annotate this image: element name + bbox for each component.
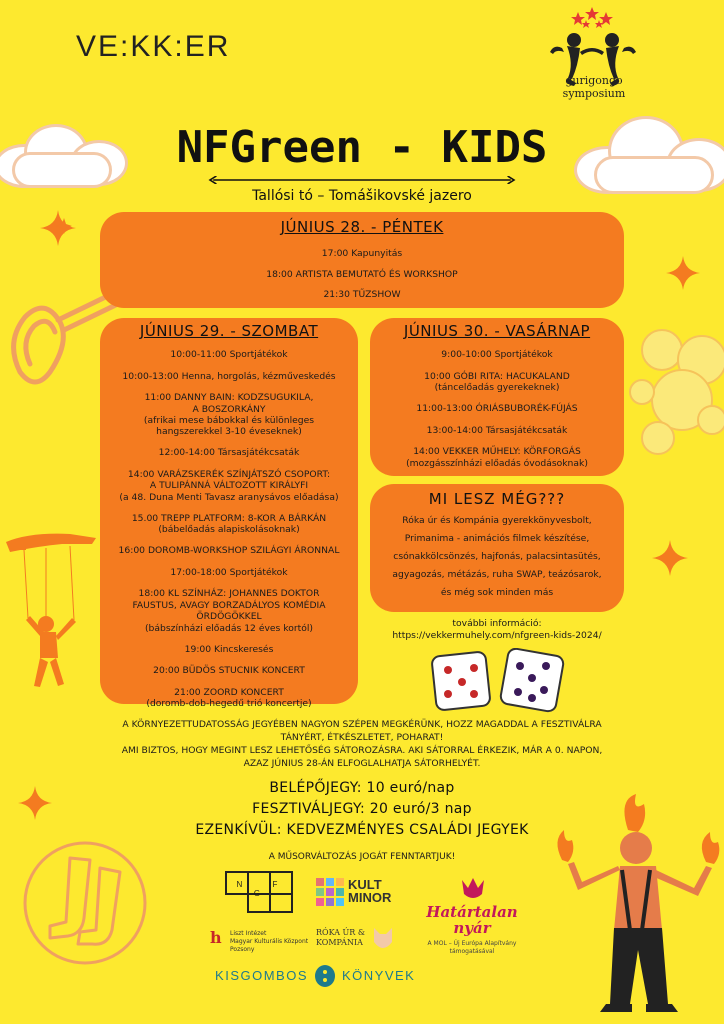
sparkle-icon [652,540,688,576]
info-url-link[interactable]: https://vekkermuhely.com/nfgreen-kids-2024/ [392,630,602,641]
friday-event: 17:00 Kapunyitás [321,248,403,259]
nfg-text: N F G [236,880,292,898]
event-title: A BOSZORKÁNY [192,403,266,415]
liszt-text [230,930,310,954]
event-note: (doromb-dob-hegedű trió koncertje) [146,698,312,709]
ticket-family: EZENKÍVÜL: KEDVEZMÉNYES CSALÁDI JEGYEK [195,822,529,838]
info-block [370,618,624,642]
event-title: 21:00 ZOORD KONCERT [174,686,284,698]
sunday-event [370,446,624,469]
event-note: (afrikai mese bábokkal és különleges [143,415,315,426]
bubbles-icon [622,320,724,460]
sunday-event: 11:00-13:00 ÓRIÁSBUBORÉK-FÚJÁS [416,403,578,414]
event-note: (bábelőadás alapiskolásoknak) [158,524,300,535]
friday-event: 18:00 ARTISTA BEMUTATÓ ÉS WORKSHOP [266,268,458,280]
sunday-box [370,318,624,476]
sunday-event [370,371,624,394]
friday-event: 21:30 TŰZSHOW [323,289,401,300]
event-note: (mozgásszínházi előadás óvodásoknak) [406,457,588,469]
event-note: (a 48. Duna Menti Tavasz aranysávos előadása) [119,491,339,503]
ticket-festival: FESZTIVÁLJEGY: 20 euró/3 nap [252,801,472,817]
more-line: Primanima - animációs filmek készítése, [404,533,590,544]
gurigongo-text: gurigongo symposium [562,74,626,100]
saturday-event [100,588,358,634]
nfg-logo [222,868,298,916]
sunday-heading: JÚNIUS 30. - VASÁRNAP [403,322,591,340]
event-note: (bábszínházi előadás 12 éves kortól) [144,622,314,634]
tulip-icon [458,874,488,902]
saturday-event: 16:00 DOROMB-WORKSHOP SZILÁGYI ÁRONNAL [118,545,340,556]
event-note: (táncelőadás gyerekeknek) [434,382,560,393]
kult-minor-grid-icon [316,878,344,906]
location-subtitle: Tallósi tó – Tomášikovské jazero [252,188,472,204]
event-title: ÖRDÖGÖKKEL [196,611,262,622]
more-line: csónakkölcsönzés, hajfonás, palacsintasütés, [393,551,601,562]
hatartalan-text: Határtalan nyár [426,903,518,937]
event-title: 10:00 GÓBI RITA: HACUKALAND [424,370,570,382]
saturday-heading: JÚNIUS 29. - SZOMBAT [139,322,319,340]
hatartalan-logo [424,874,520,966]
friday-box [100,212,624,308]
gurigongo-logo [534,4,654,104]
vekker-logo: VE:KK:ER [76,30,231,63]
kisgombos-right-text: KÖNYVEK [342,968,416,983]
saturday-event: 17:00-18:00 Sportjátékok [170,566,288,578]
saturday-event [100,469,358,503]
marionette-icon [0,512,100,692]
saturday-event [100,392,358,437]
notice-line: TÁNYÉRT, ÉTKÉSZLETET, POHARAT! [280,732,444,743]
notice-line: AZAZ JÚNIUS 28-ÁN ELFOGLALHATJA SÁTORHELYÉT. [243,758,481,769]
liszt-mark-icon: h [210,928,222,947]
liszt-title: Liszt Intézet [230,930,267,937]
more-heading: MI LESZ MÉG??? [428,490,566,508]
liszt-subtitle: Magyar Kulturális Központ Pozsony [230,938,309,953]
info-label: további információ: [452,618,542,629]
saturday-event: 10:00-13:00 Henna, horgolás, kézműveskedés [122,370,336,382]
saturday-event: 10:00-11:00 Sportjátékok [170,349,288,360]
saturday-event [100,513,358,536]
notice-line: A KÖRNYEZETTUDATOSSÁG JEGYÉBEN NAGYON SZÉPEN MEGKÉRÜNK, HOZZ MAGADDAL A FESZTIVÁLRA [122,719,602,730]
kisgombos-left-text: KISGOMBOS [215,968,308,983]
kult-minor-logo [316,876,408,910]
saturday-event: 20:00 BÜDÖS STUCNIK KONCERT [153,665,305,676]
roka-text: RÓKA ÚR & KOMPÁNIA [316,928,365,947]
liszt-logo [210,928,310,954]
event-note: hangszerekkel 3-10 éveseknek) [156,426,302,437]
saturday-box [100,318,358,709]
more-line: agyagozás, métázás, ruha SWAP, teázósarok, [392,569,602,580]
event-title: 15.00 TREPP PLATFORM: 8-KOR A BÁRKÁN [131,512,327,524]
notice-line: AMI BIZTOS, HOGY MEGINT LESZ LEHETŐSÉG SÁTOROZÁSRA. AKI SÁTORRAL ÉRKEZIK, MÁR A 0. NAPON, [121,745,603,756]
button-icon [314,964,336,988]
hatartalan-subtext: A MOL – Új Európa Alapítvány támogatásával [427,940,517,955]
sunday-event: 13:00-14:00 Társasjátékcsaták [426,424,568,436]
fox-icon [370,922,396,956]
ticket-day: BELÉPŐJEGY: 10 euró/nap [269,780,455,796]
event-title: 11:00 DANNY BAIN: KODZSUGUKILA, [144,392,314,403]
rights-notice: A MŰSORVÁLTOZÁS JOGÁT FENNTARTJUK! [268,852,456,862]
roka-logo [316,922,396,958]
dice-icon [428,648,568,714]
event-title: 14:00 VEKKER MŰHELY: KÖRFORGÁS [413,446,581,457]
event-title: 14:00 VARÁZSKERÉK SZÍNJÁTSZÓ CSOPORT: [127,468,331,480]
saturday-event: 19:00 Kincskeresés [184,643,274,655]
notice-block [60,718,664,770]
sparkle-icon [56,214,102,240]
event-title: FAUSTUS, AVAGY BORZADÁLYOS KOMÉDIA [132,599,326,611]
more-line: Róka úr és Kompánia gyerekkönyvesbolt, [402,515,592,526]
sunday-event: 9:00-10:00 Sportjátékok [441,349,553,360]
event-title: A TULIPÁNNÁ VÁLTOZOTT KIRÁLYFI [149,480,309,491]
saturday-event: 12:00-14:00 Társasjátékcsaták [158,447,300,458]
page-title: NFGreen - KIDS [176,122,548,173]
saturday-event [100,687,358,710]
friday-heading: JÚNIUS 28. - PÉNTEK [280,218,444,236]
double-arrow-icon [170,176,554,184]
more-box [370,484,624,612]
kult-minor-text: KULT MINOR [348,877,392,905]
sparkle-icon [666,256,700,290]
more-line: és még sok minden más [440,587,554,598]
event-title: 18:00 KL SZÍNHÁZ: JOHANNES DOKTOR [138,588,320,599]
kisgombos-logo [210,964,420,988]
